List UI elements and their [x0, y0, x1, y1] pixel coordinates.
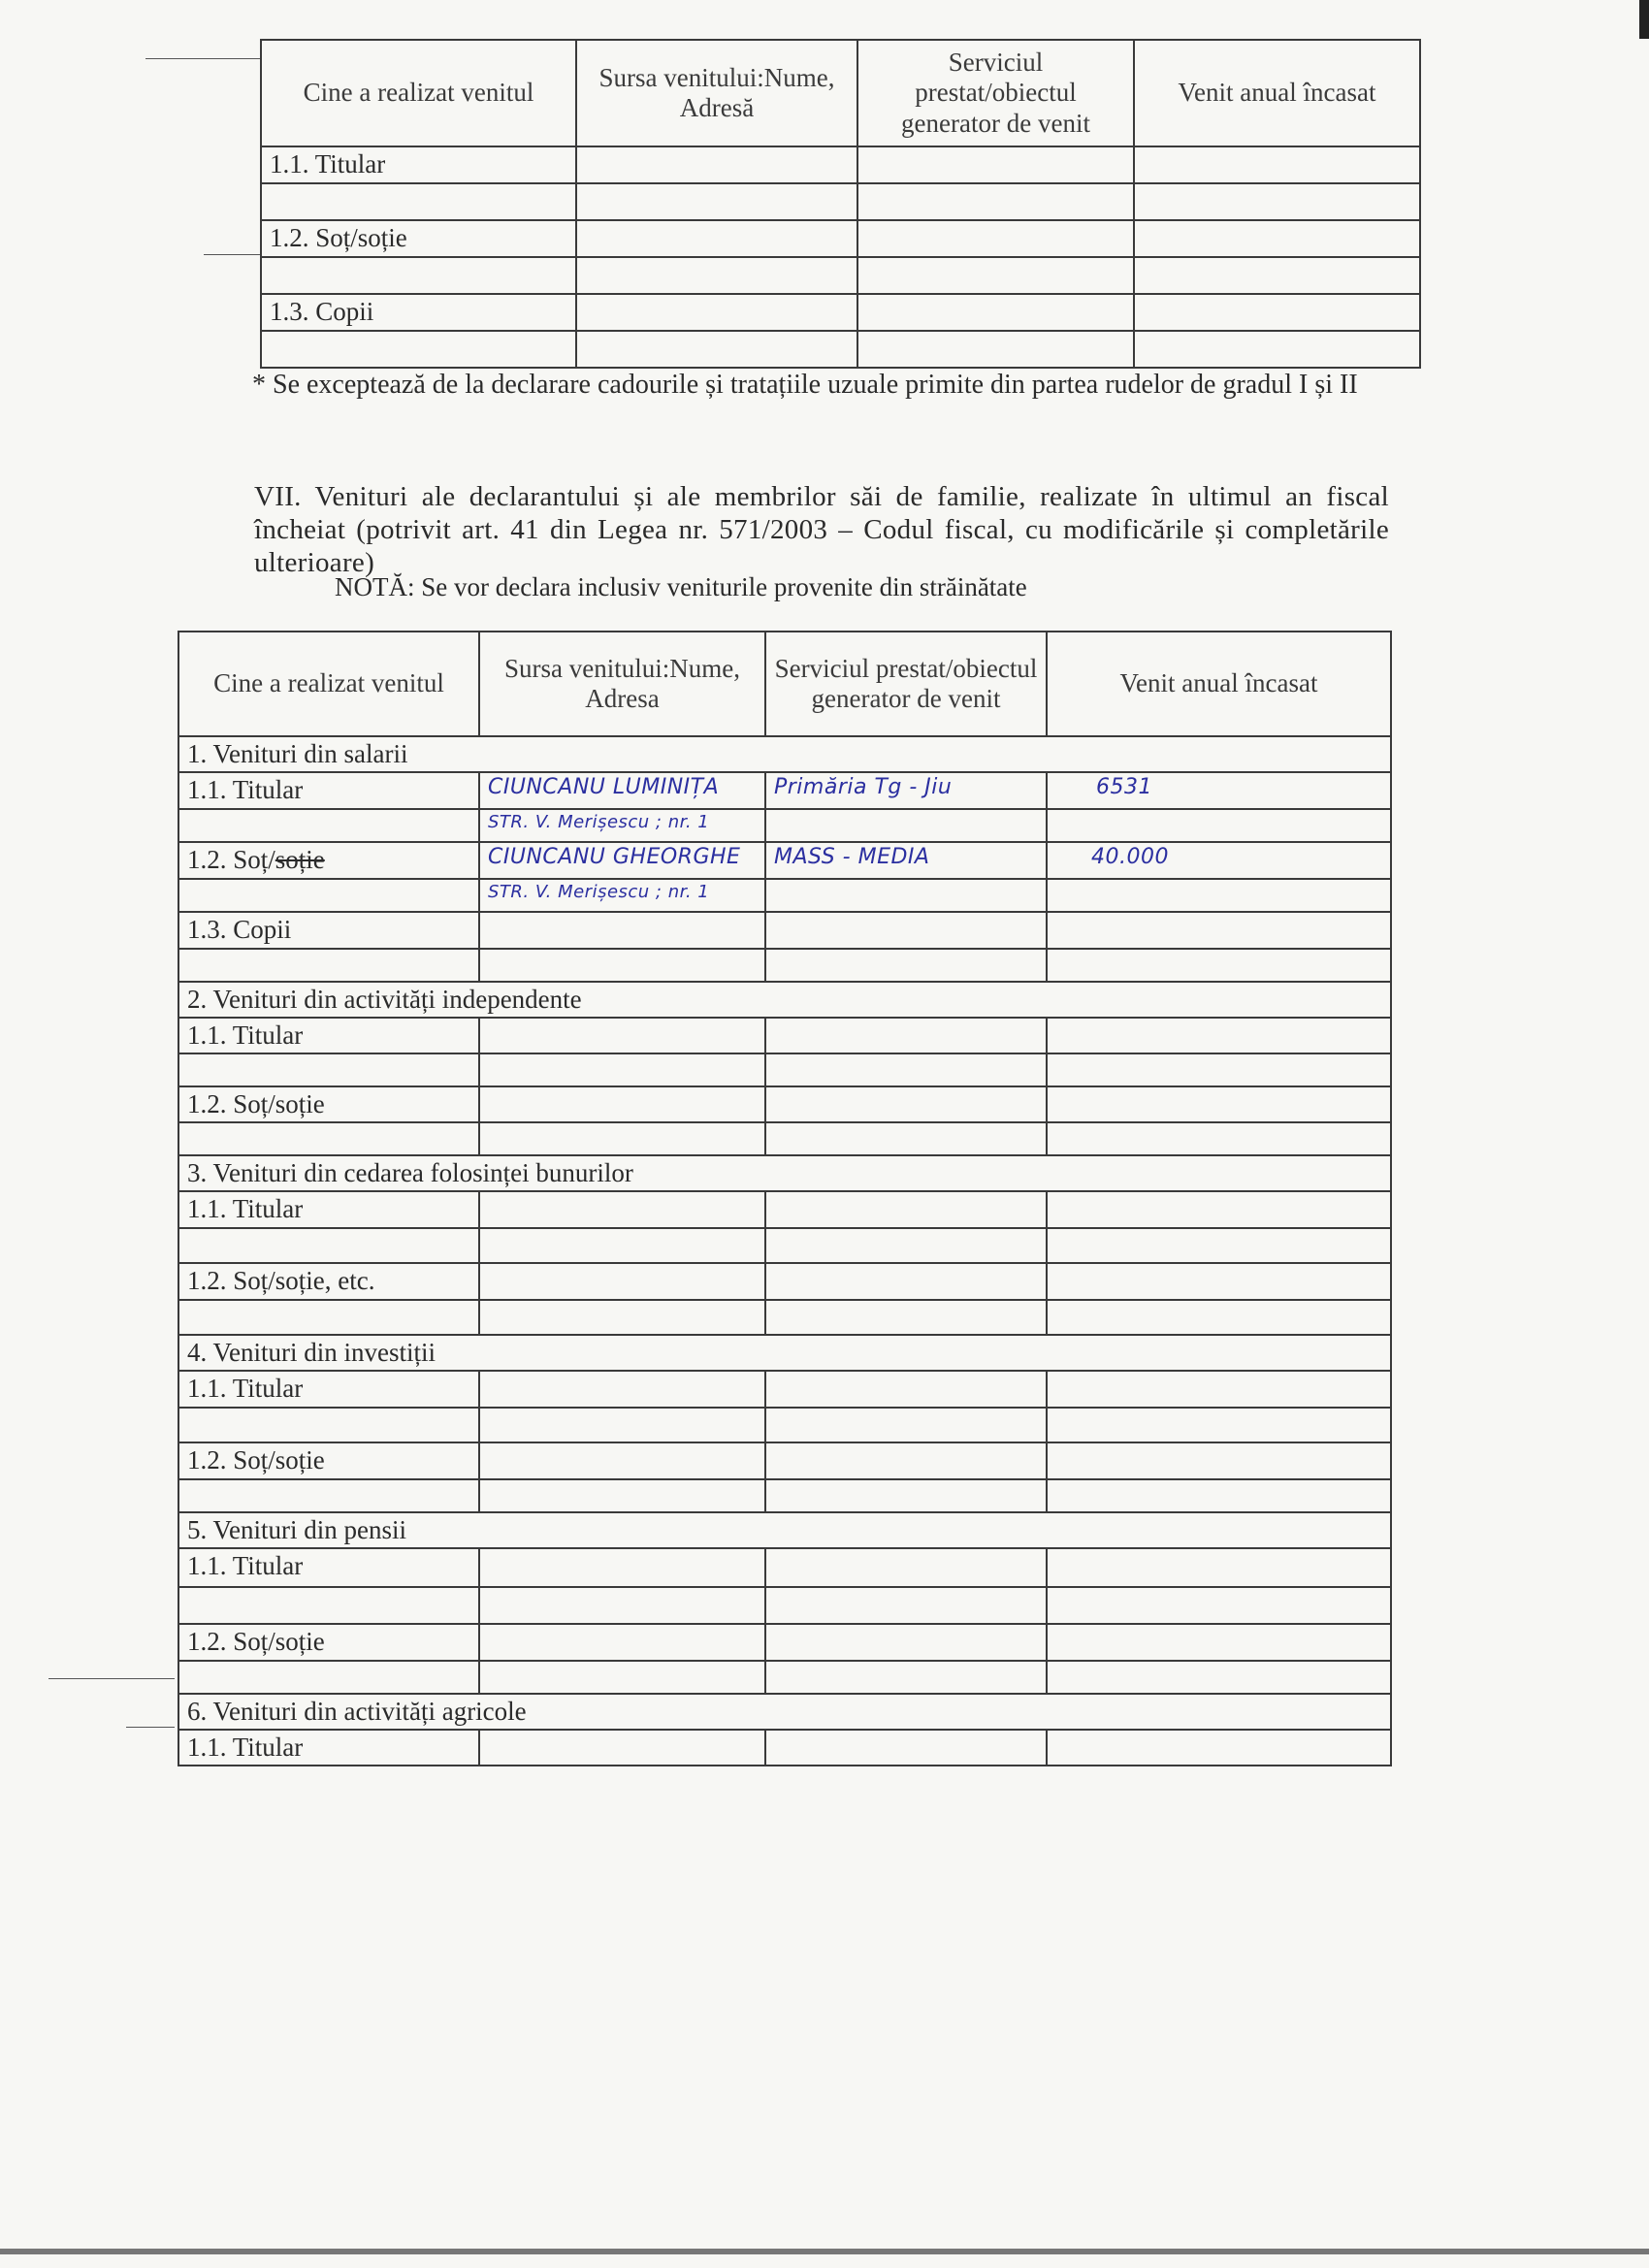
handwritten-service: MASS - MEDIA — [765, 842, 1047, 879]
handwritten-name: CIUNCANU GHEORGHE — [479, 842, 765, 879]
col-header-who: Cine a realizat venitul — [178, 632, 479, 736]
row-label: 1.1. Titular — [178, 1730, 479, 1766]
handwritten-income: 6531 — [1047, 772, 1391, 809]
col-header-income: Venit anual încasat — [1047, 632, 1391, 736]
scan-artifact-line — [204, 254, 262, 255]
handwritten-address: STR. V. Merișescu ; nr. 1 — [479, 879, 765, 912]
row-label: 1.1. Titular — [178, 1548, 479, 1587]
row-label: 1.3. Copii — [178, 912, 479, 949]
section-heading: 1. Venituri din salarii — [178, 736, 1391, 772]
section-heading: 6. Venituri din activități agricole — [178, 1694, 1391, 1730]
income-table — [178, 631, 1392, 1766]
col-header-service: Serviciul prestat/obiectul generator de venit — [765, 632, 1047, 736]
section-title: VII. Venituri ale declarantului și ale membrilor săi de familie, realizate în ultimul an fiscal încheiat (potrivit art. 41 din Legea nr. 571/2003 – Codul fiscal, cu modificările și completările ulterioare) — [254, 481, 1389, 579]
row-label: 1.1. Titular — [178, 1371, 479, 1408]
row-label: 1.2. Soț/soție — [178, 1086, 479, 1122]
col-header-income: Venit anual încasat — [1134, 40, 1420, 146]
scan-artifact-line — [48, 1678, 175, 1679]
scan-edge-mark — [1639, 0, 1649, 39]
col-header-service: Serviciul prestat/obiectul generator de venit — [857, 40, 1134, 146]
struck-text: soție — [275, 845, 325, 874]
section-heading: 3. Venituri din cedarea folosinței bunurilor — [178, 1155, 1391, 1191]
scan-artifact-line — [146, 58, 262, 59]
handwritten-income: 40.000 — [1047, 842, 1391, 879]
row-label: 1.2. Soț/soție — [178, 842, 479, 879]
row-label: 1.1. Titular — [178, 1191, 479, 1228]
section-heading: 4. Venituri din investiții — [178, 1335, 1391, 1371]
row-label: 1.1. Titular — [261, 146, 576, 183]
handwritten-service: Primăria Tg - Jiu — [765, 772, 1047, 809]
row-label: 1.2. Soț/soție — [261, 220, 576, 257]
scan-artifact-line — [126, 1727, 175, 1728]
col-header-who: Cine a realizat venitul — [261, 40, 576, 146]
section-heading: 2. Venituri din activități independente — [178, 982, 1391, 1018]
handwritten-name: CIUNCANU LUMINIȚA — [479, 772, 765, 809]
row-label: 1.1. Titular — [178, 772, 479, 809]
footnote: * Se exceptează de la declarare cadourile și tratațiile uzuale primite din partea rudelor de gradul I și II — [252, 370, 1358, 400]
section-heading: 5. Venituri din pensii — [178, 1512, 1391, 1548]
col-header-source: Sursa venitului:Nume, Adresă — [576, 40, 857, 146]
row-label: 1.2. Soț/soție, etc. — [178, 1263, 479, 1300]
col-header-source: Sursa venitului:Nume, Adresa — [479, 632, 765, 736]
handwritten-address: STR. V. Merișescu ; nr. 1 — [479, 809, 765, 842]
section-note: NOTĂ: Se vor declara inclusiv veniturile provenite din străinătate — [335, 572, 1027, 601]
row-label: 1.1. Titular — [178, 1018, 479, 1053]
scan-bottom-edge — [0, 2249, 1649, 2254]
gifts-table — [260, 39, 1421, 369]
row-label: 1.2. Soț/soție — [178, 1624, 479, 1661]
row-label: 1.2. Soț/soție — [178, 1442, 479, 1479]
row-label: 1.3. Copii — [261, 294, 576, 331]
